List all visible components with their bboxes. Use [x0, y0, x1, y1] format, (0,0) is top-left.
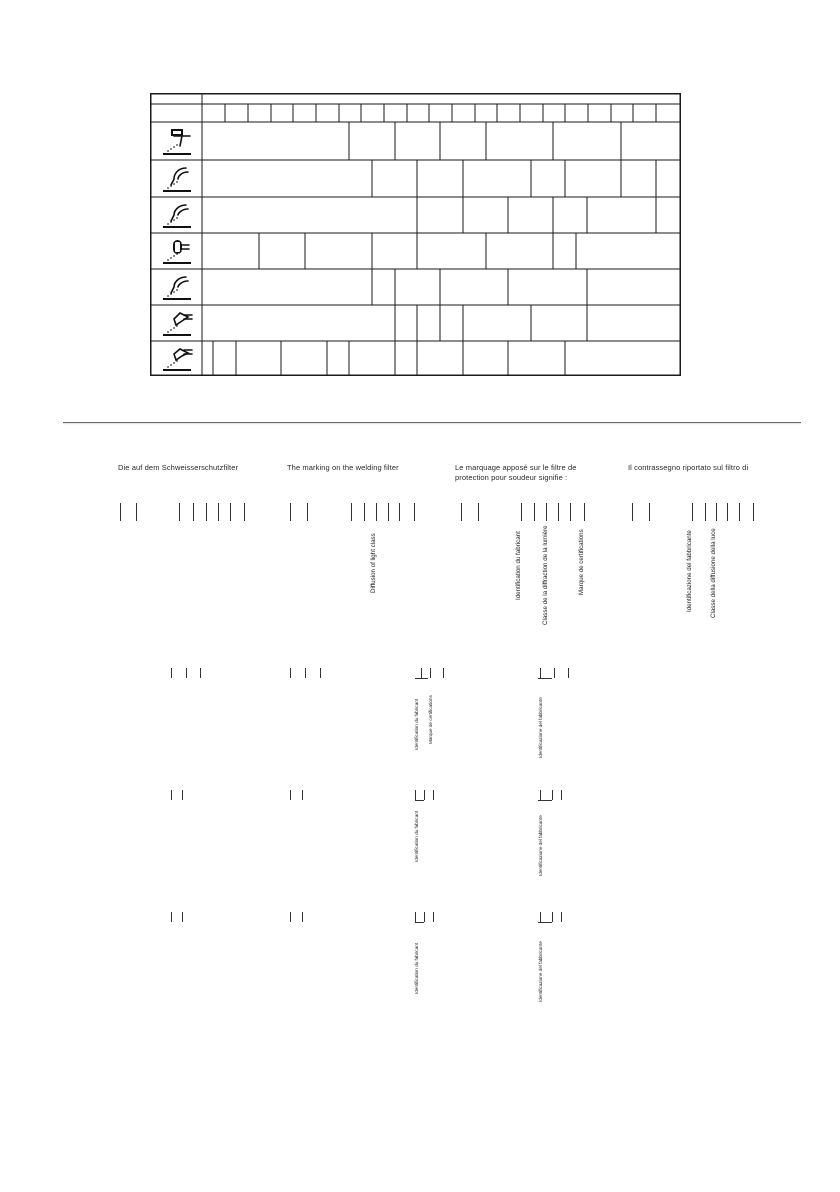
marking-tick [230, 503, 231, 521]
marking-tick [521, 503, 522, 521]
marking-tick [421, 668, 422, 678]
welding-shade-table [150, 93, 681, 376]
marking-tick [570, 503, 571, 521]
heading-english: The marking on the welding filter [287, 463, 399, 472]
marking-tick [415, 790, 416, 800]
marking-tick [433, 790, 434, 800]
marking-tick [568, 668, 569, 678]
small-label-ident-fr-3: Identification du fabricant [414, 942, 419, 994]
marking-tick [649, 503, 650, 521]
marking-tick [692, 503, 693, 521]
marking-tick [433, 912, 434, 922]
marking-tick [290, 503, 291, 521]
small-label-ident-fr-2: Identification du fabricant [414, 810, 419, 862]
small-label-ident-fr-1: Identification du fabricant [414, 698, 419, 750]
marking-tick [558, 503, 559, 521]
marking-tick [552, 790, 553, 800]
marking-tick [461, 503, 462, 521]
marking-tick [540, 668, 541, 678]
marking-tick [376, 503, 377, 521]
marking-tick [171, 912, 172, 922]
marking-tick [351, 503, 352, 521]
label-diffusion-en: Diffusion of light class [370, 533, 377, 593]
marking-tick [193, 503, 194, 521]
marking-tick [218, 503, 219, 521]
marking-tick [171, 790, 172, 800]
mig-light-icon [164, 205, 190, 227]
marking-bar [415, 800, 424, 801]
marking-tick [399, 503, 400, 521]
marking-tick [705, 503, 706, 521]
small-label-ident-it-3: Identificazione del fabbricante [538, 941, 543, 1002]
marking-tick [290, 912, 291, 922]
heading-italian: Il contrassegno riportato sul filtro di [628, 463, 749, 472]
marking-tick [540, 790, 541, 800]
marking-bar [538, 678, 552, 679]
marking-tick [136, 503, 137, 521]
mig-mag-icon [164, 277, 190, 299]
mig-heavy-icon [164, 168, 190, 191]
marking-bar [415, 678, 428, 679]
marking-tick [584, 503, 585, 521]
marking-tick [415, 912, 416, 922]
label-ident-it: Identificazione del fabbricante [686, 530, 693, 612]
marking-tick [424, 790, 425, 800]
marking-tick [716, 503, 717, 521]
label-ident-fr: Identification du fabricant [515, 531, 522, 600]
marking-tick [302, 912, 303, 922]
marking-tick [534, 503, 535, 521]
marking-tick [186, 668, 187, 678]
marking-tick [414, 503, 415, 521]
marking-bar [415, 922, 424, 923]
heading-german: Die auf dem Schweisserschutzfilter [118, 463, 239, 472]
heading-french: Le marquage apposé sur le filtre de protection pour soudeur signifie : [455, 463, 577, 482]
small-label-certif-fr-1: Marque de certifications [428, 695, 433, 744]
marking-tick [244, 503, 245, 521]
marking-tick [554, 668, 555, 678]
marking-tick [302, 790, 303, 800]
plasma-gouging-icon [164, 349, 192, 370]
marking-tick [388, 503, 389, 521]
marking-tick [290, 790, 291, 800]
marking-tick [171, 668, 172, 678]
marking-tick [430, 668, 431, 678]
marking-tick [546, 503, 547, 521]
marking-tick [443, 668, 444, 678]
marking-tick [179, 503, 180, 521]
marking-tick [727, 503, 728, 521]
marking-tick [182, 912, 183, 922]
marking-tick [540, 912, 541, 922]
marking-tick [424, 912, 425, 922]
section-divider [63, 422, 801, 423]
marking-tick [206, 503, 207, 521]
label-diffraction-fr: Classe de la diffraction de la lumière [542, 525, 549, 625]
marking-tick [120, 503, 121, 521]
marking-tick [320, 668, 321, 678]
mma-electrode-icon [164, 130, 190, 154]
marking-tick [561, 790, 562, 800]
marking-tick [552, 912, 553, 922]
marking-tick [739, 503, 740, 521]
marking-tick [632, 503, 633, 521]
label-diffusione-it: Classe della diffusione della luce [710, 528, 717, 618]
marking-tick [200, 668, 201, 678]
small-label-ident-it-2: Identificazione del fabbricante [538, 815, 543, 876]
label-certif-fr: Marque de certifications [578, 529, 585, 595]
marking-tick [478, 503, 479, 521]
marking-bar [538, 922, 552, 923]
marking-tick [182, 790, 183, 800]
marking-tick [305, 668, 306, 678]
plasma-cutting-icon [164, 313, 192, 335]
marking-tick [307, 503, 308, 521]
small-label-ident-it-1: Identificazione del fabbricante [538, 697, 543, 758]
marking-tick [364, 503, 365, 521]
marking-tick [290, 668, 291, 678]
marking-tick [753, 503, 754, 521]
tig-icon [164, 241, 190, 263]
marking-tick [561, 912, 562, 922]
marking-bar [538, 800, 552, 801]
